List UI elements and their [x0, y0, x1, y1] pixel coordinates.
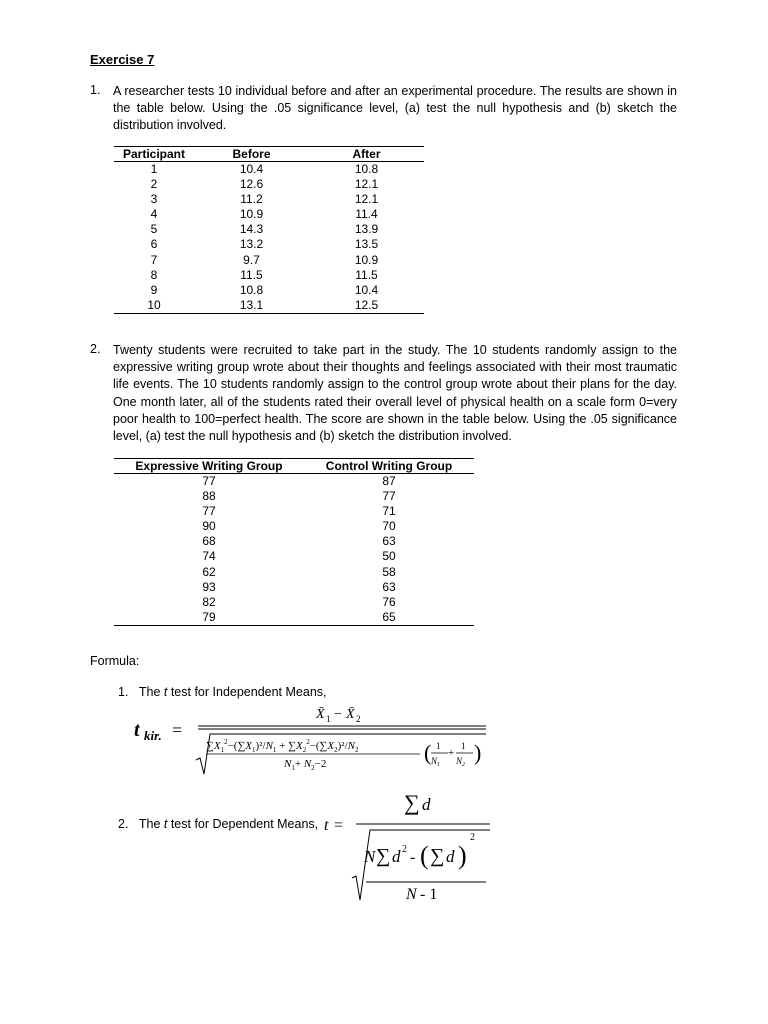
table-row: 5 14.3 13.9 — [150, 222, 379, 237]
header-after: After — [309, 147, 424, 162]
table-row: 6 13.2 13.5 — [150, 237, 379, 252]
svg-text:+: + — [448, 747, 455, 759]
page-title: Exercise 7 — [90, 52, 155, 67]
question-1-number: 1. — [90, 83, 101, 97]
writing-group-table — [114, 458, 474, 626]
table-row: 77 87 — [202, 474, 396, 488]
formula-1-label: 1. The t test for Independent Means, — [118, 685, 327, 699]
svg-text:kir.: kir. — [144, 728, 162, 743]
table-row: 68 63 — [202, 534, 396, 549]
svg-text:=: = — [172, 720, 183, 740]
header-participant: Participant — [114, 147, 194, 162]
svg-text:∑: ∑ — [430, 845, 445, 867]
question-2-number: 2. — [90, 342, 101, 356]
svg-text:N2: $N_2$ — [456, 756, 466, 768]
svg-text:X̄: X̄ — [316, 707, 325, 722]
table-row: 7 9.7 10.9 — [150, 252, 379, 267]
svg-text:∑: ∑ — [404, 790, 420, 815]
table-row: 1 10.4 10.8 — [150, 162, 379, 176]
svg-text:2: 2 — [402, 844, 407, 855]
svg-text:d: d — [446, 847, 455, 866]
svg-text:−: − — [334, 707, 342, 722]
svg-text:N1+ N2−2: $N_1+ N_2-2$ — [284, 758, 327, 772]
svg-text:1: 1 — [461, 741, 466, 751]
table-row: 90 70 — [202, 519, 396, 534]
table-row: 9 10.8 10.4 — [150, 282, 379, 297]
table-row: 3 11.2 12.1 — [150, 192, 379, 207]
table-row: 88 77 — [202, 489, 396, 504]
table-row: 4 10.9 11.4 — [150, 207, 378, 222]
svg-text:N: N — [406, 886, 417, 903]
svg-text:1: 1 — [326, 714, 331, 724]
svg-text:2: 2 — [356, 714, 361, 724]
table-row: 74 50 — [202, 549, 396, 564]
svg-text:): ) — [458, 841, 467, 870]
header-before: Before — [194, 147, 309, 162]
svg-text:t: t — [324, 817, 329, 834]
svg-text:=: = — [334, 817, 344, 834]
svg-text:(: ( — [420, 841, 429, 870]
table-row: 2 12.6 12.1 — [150, 177, 379, 192]
svg-text:1: 1 — [436, 741, 441, 751]
svg-text:X̄: X̄ — [346, 707, 355, 722]
svg-text:(: ( — [424, 740, 432, 765]
svg-text:∑: ∑ — [376, 845, 391, 867]
svg-text:d: d — [392, 847, 401, 866]
table-row: 77 71 — [202, 504, 396, 519]
dependent-t-formula — [318, 786, 498, 906]
formula-2-number: 2. — [118, 817, 129, 831]
formula-1-number: 1. — [118, 685, 129, 699]
table-row: 93 63 — [202, 579, 396, 594]
svg-text:N: N — [364, 847, 376, 866]
independent-t-formula — [130, 700, 500, 780]
table-row: 8 11.5 11.5 — [150, 267, 378, 282]
svg-text:): ) — [474, 740, 482, 765]
question-1-text: A researcher tests 10 individual before and after an experimental procedure. The results are shown in the table below. Using the .05 significance level, (a) test the null hypothesis and (b) sketch the distribution involved. — [113, 84, 677, 133]
header-control: Control Writing Group — [304, 459, 474, 474]
svg-text:d: d — [422, 795, 431, 814]
svg-text:-: - — [410, 849, 416, 866]
formula-2-label: 2. The t test for Dependent Means, — [118, 817, 319, 831]
svg-text:∑X12−(∑X1)²/N1 + ∑X22−(∑X2)²/N: $\sum X_1^2-(\sum X_1)^2/N_1 + \sum X_2^2-(\sum X_2)^2/N_2$ — [206, 738, 359, 754]
svg-text:N1: $N_1$ — [431, 756, 441, 768]
formula-label: Formula: — [90, 654, 140, 668]
before-after-table — [114, 146, 424, 314]
svg-text:t: t — [134, 719, 140, 741]
svg-text:2: 2 — [470, 832, 475, 843]
table-row: 62 58 — [202, 564, 396, 579]
table-row: 10 13.1 12.5 — [114, 298, 424, 314]
table-row: 79 65 — [114, 610, 474, 626]
question-2-text: Twenty students were recruited to take part in the study. The 10 students randomly assign to the expressive writing group wrote about their thoughts and feelings associated with their most traumatic life events. The 10 students randomly assign to the control group wrote about their plans for the day. One month later, all of the students rated their overall level of physical health on a scale form 0=very poor health to 100=perfect health. The score are shown in the table below. Using the .05 significance level, (a) test the null hypothesis and (b) sketch the distribution involved. — [113, 343, 677, 444]
header-expressive: Expressive Writing Group — [114, 459, 304, 474]
svg-text:- 1: - 1 — [420, 886, 438, 903]
table-row: 82 76 — [202, 594, 396, 609]
